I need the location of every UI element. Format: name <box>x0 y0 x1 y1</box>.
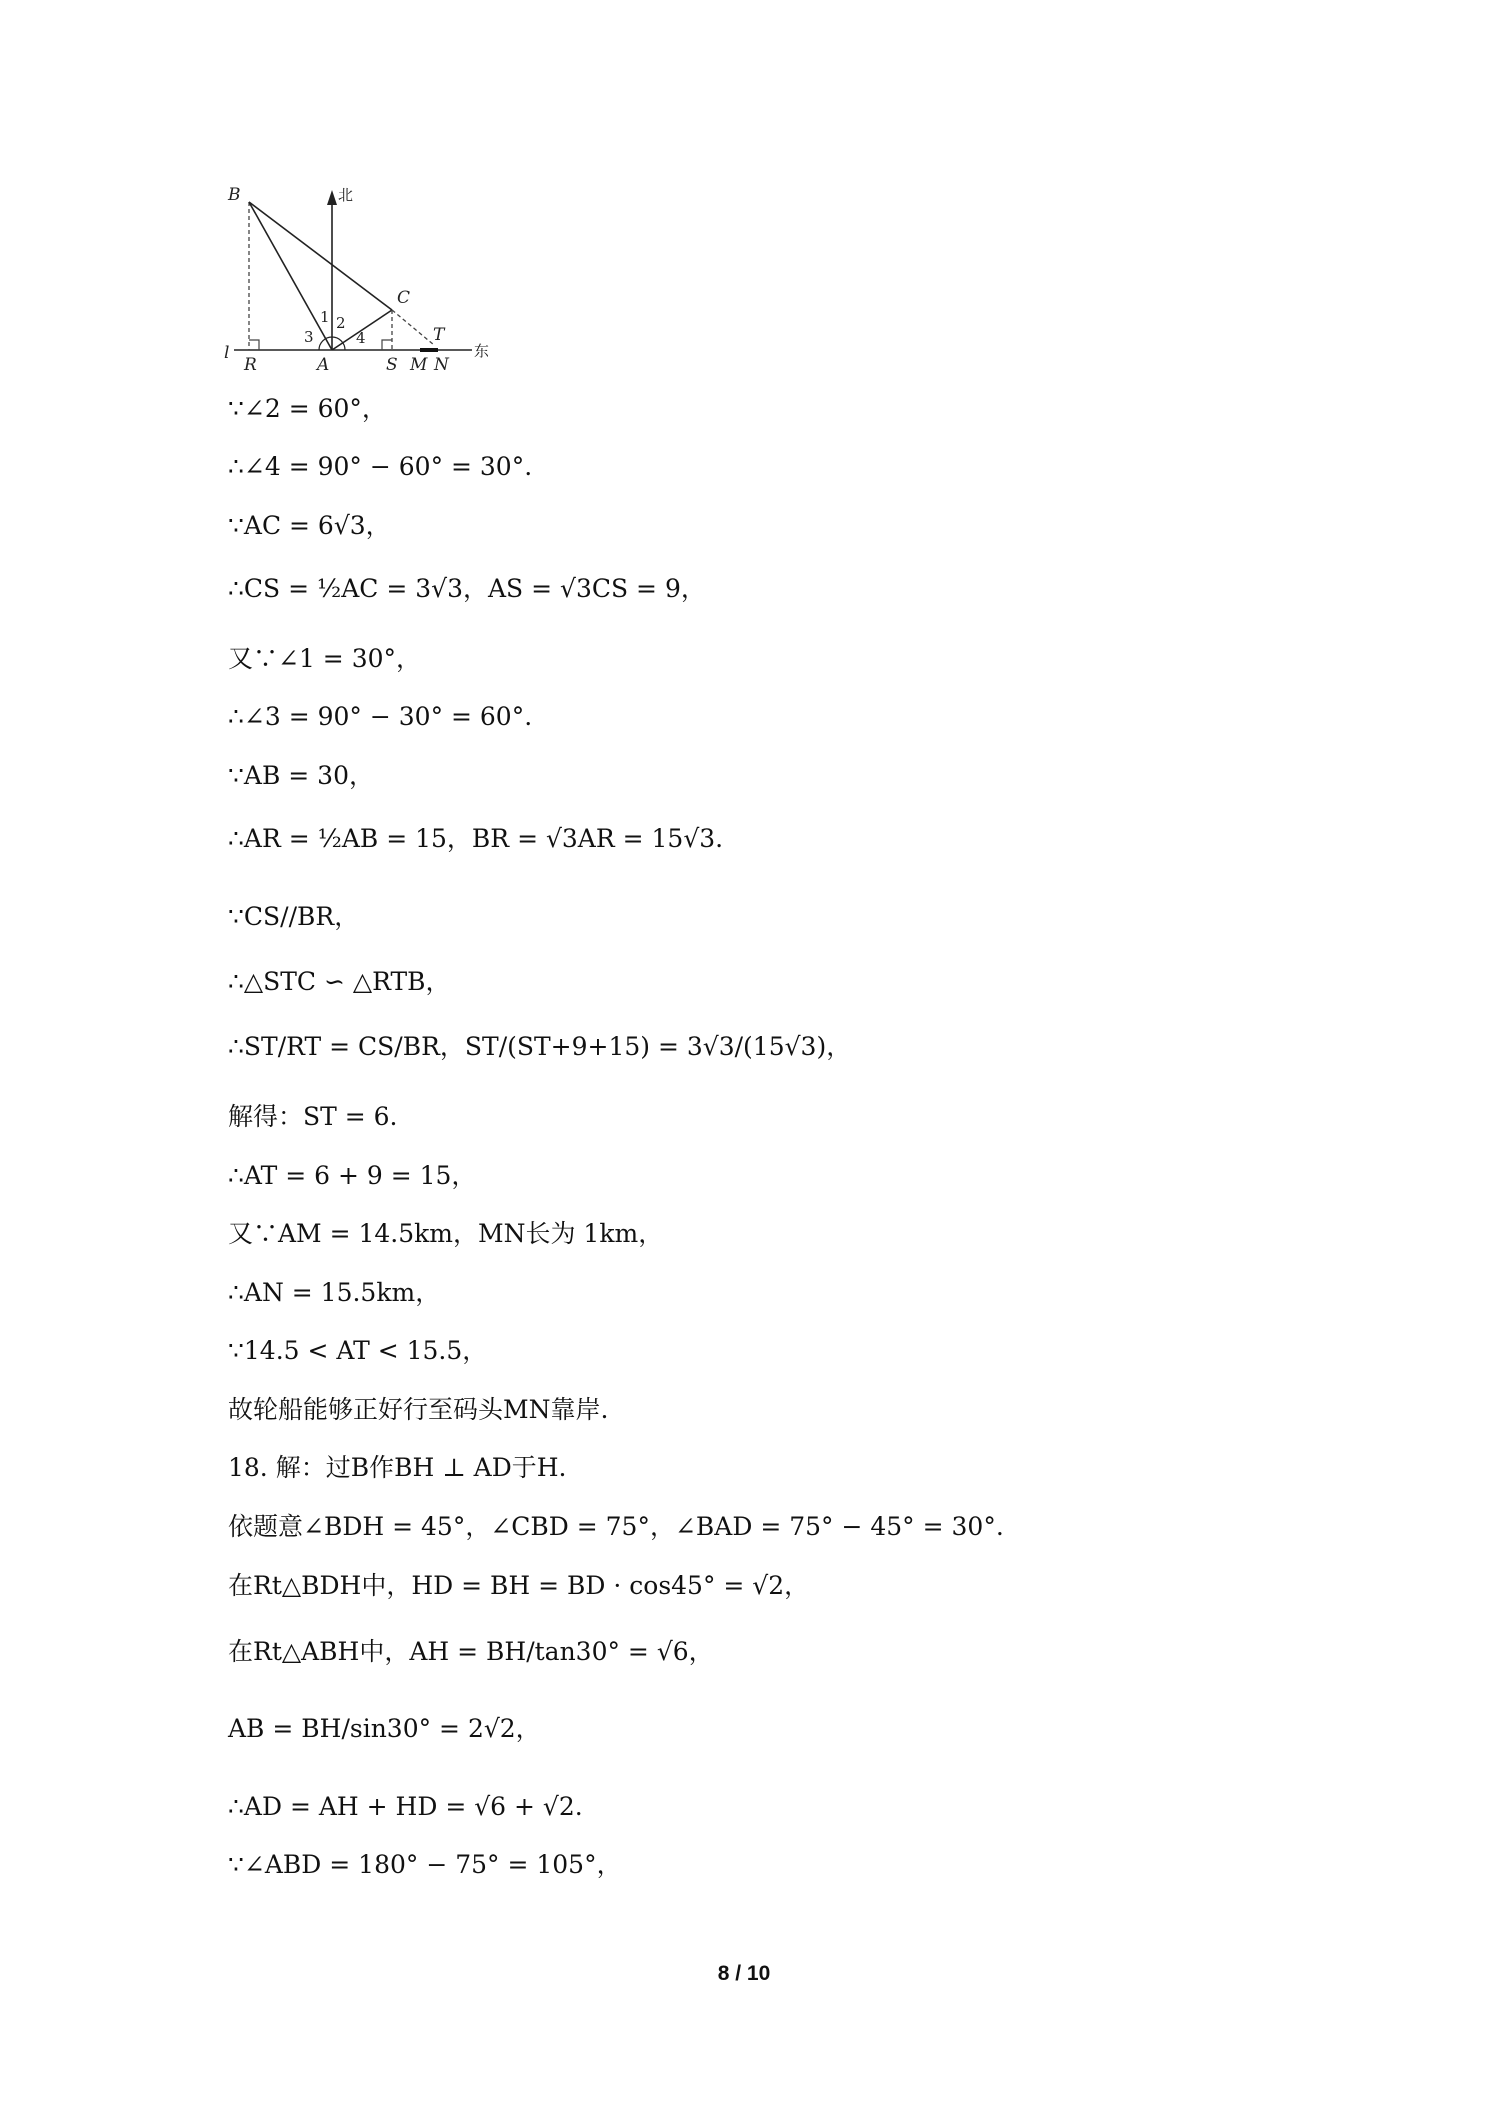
solution-line: ∴△STC ∽ △RTB， <box>228 967 451 996</box>
label-B: B <box>228 185 241 205</box>
label-C: C <box>397 288 411 308</box>
solution-line: ∴ST/RT = CS/BR，ST/(ST+9+15) = 3√3/(15√3)， <box>228 1032 852 1061</box>
label-R: R <box>244 355 257 374</box>
label-north: 北 <box>338 186 354 204</box>
label-T: T <box>433 325 445 345</box>
solution-line: ∵∠ABD = 180° − 75° = 105°， <box>228 1850 622 1879</box>
angle-label-2: 2 <box>336 314 346 332</box>
solution-line: 故轮船能够正好行至码头MN靠岸. <box>228 1395 609 1424</box>
solution-line: 又∵∠1 = 30°， <box>228 644 422 673</box>
solution-line: 解得：ST = 6. <box>228 1102 398 1131</box>
geometry-diagram <box>222 178 502 374</box>
solution-line: ∴∠4 = 90° − 60° = 30°. <box>228 452 533 481</box>
solution-line: ∵∠2 = 60°， <box>228 394 387 423</box>
solution-line: 在Rt△ABH中，AH = BH/tan30° = √6， <box>228 1637 714 1666</box>
label-l: l <box>224 343 230 363</box>
angle-label-3: 3 <box>304 328 314 346</box>
label-east: 东 <box>474 342 490 360</box>
solution-line: ∴AD = AH + HD = √6 + √2. <box>228 1792 583 1821</box>
solution-line: 又∵AM = 14.5km，MN长为 1km， <box>228 1219 664 1248</box>
solution-line: 在Rt△BDH中，HD = BH = BD · cos45° = √2， <box>228 1571 810 1600</box>
label-S: S <box>386 355 398 374</box>
solution-line: ∵AC = 6√3， <box>228 511 391 540</box>
label-M: M <box>410 355 428 374</box>
solution-line: ∵14.5 < AT < 15.5， <box>228 1336 488 1365</box>
page-number: 8 / 10 <box>717 1962 771 1985</box>
solution-line: ∴AN = 15.5km， <box>228 1278 441 1307</box>
label-N: N <box>434 355 449 374</box>
angle-label-1: 1 <box>320 308 330 326</box>
solution-line: ∴AR = ½AB = 15，BR = √3AR = 15√3. <box>228 824 724 853</box>
geometry-figure <box>222 178 502 374</box>
solution-line: ∵AB = 30， <box>228 761 374 790</box>
solution-line: ∴∠3 = 90° − 30° = 60°. <box>228 702 533 731</box>
label-A: A <box>317 355 330 374</box>
solution-line: 依题意∠BDH = 45°，∠CBD = 75°，∠BAD = 75° − 45° = 30°. <box>228 1512 1004 1541</box>
angle-label-4: 4 <box>356 329 366 347</box>
solution-line: ∴CS = ½AC = 3√3，AS = √3CS = 9， <box>228 574 706 603</box>
solution-line: AB = BH/sin30° = 2√2， <box>228 1714 541 1743</box>
solution-line: ∵CS//BR， <box>228 902 360 931</box>
solution-line: 18. 解：过B作BH ⊥ AD于H. <box>228 1453 567 1482</box>
solution-line: ∴AT = 6 + 9 = 15， <box>228 1161 477 1190</box>
